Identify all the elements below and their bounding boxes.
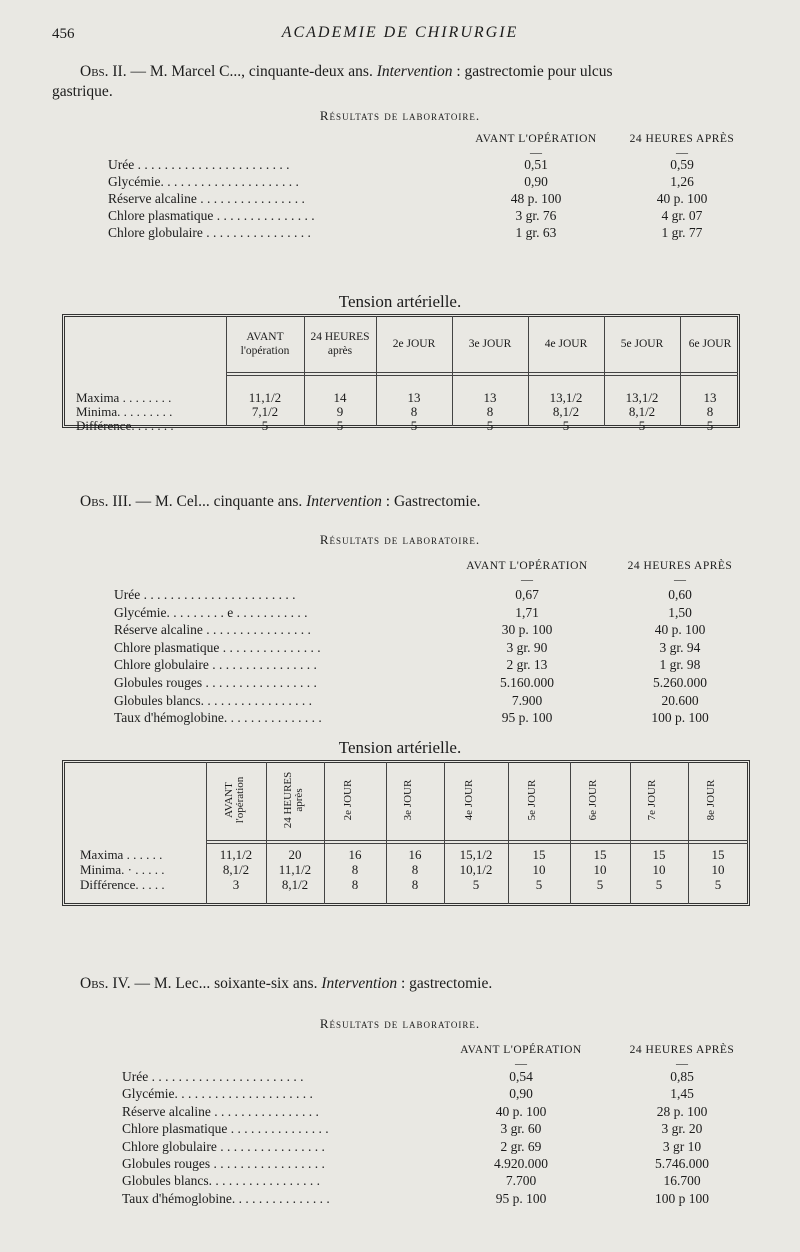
result-label: Chlore plasmatique . . . . . . . . . . . . . . . xyxy=(108,208,315,223)
tension-value: 15 xyxy=(711,847,725,862)
result-label: Globules blancs. . . . . . . . . . . . . . . . . xyxy=(114,692,312,708)
result-label: Urée . . . . . . . . . . . . . . . . . . . . . . . xyxy=(114,587,296,602)
result-label: Globules rouges . . . . . . . . . . . . . . . . . xyxy=(114,675,317,690)
tension-header: 4e JOUR xyxy=(463,779,475,821)
tension-value: 5 xyxy=(472,877,480,892)
result-label: Urée . . . . . . . . . . . . . . . . . . . . . . . xyxy=(122,1069,304,1084)
result-after: 20.600 xyxy=(661,692,699,708)
tension-header: 4e JOUR xyxy=(544,338,588,350)
obs2-intervention: : gastrectomie pour ulcus xyxy=(456,63,613,80)
obs4-patient: — M. Lec... soixante-six ans. xyxy=(134,975,318,992)
obs4-intervention: : gastrectomie. xyxy=(400,975,493,992)
tension-header: AVANT l'opération xyxy=(223,776,246,824)
tension-value: 13 xyxy=(703,390,717,405)
obs4-col-before: AVANT L'OPÉRATION xyxy=(460,1044,582,1056)
result-label: Glycémie. . . . . . . . . e . . . . . . . . . . . xyxy=(114,604,308,620)
page-number: 456 xyxy=(52,26,75,42)
tension-value: 16 xyxy=(348,847,362,862)
tension-value: 15 xyxy=(532,847,546,862)
tension-value: 10 xyxy=(711,862,725,877)
result-label: Taux d'hémoglobine. . . . . . . . . . . . . . . xyxy=(122,1190,330,1206)
tension-value: 3 xyxy=(232,877,240,892)
result-after: 1,26 xyxy=(670,174,694,189)
obs3-line1 xyxy=(80,492,480,512)
tension-value: 13 xyxy=(407,390,421,405)
tension-value: 15,1/2 xyxy=(459,847,493,862)
tension-value: 5 xyxy=(638,418,646,433)
tension-value: 20 xyxy=(288,847,302,862)
tension-value: 5 xyxy=(410,418,418,433)
result-after: 0,59 xyxy=(670,157,694,172)
tension-row-label: Différence. . . . . xyxy=(80,877,165,892)
tension-value: 8 xyxy=(411,862,419,877)
result-label: Chlore plasmatique . . . . . . . . . . . . . . . xyxy=(122,1121,329,1137)
obs3-label: Obs. III. xyxy=(80,493,132,510)
obs2-label: Obs. II. xyxy=(80,63,127,80)
result-label: Chlore plasmatique . . . . . . . . . . . . . . . xyxy=(114,639,321,655)
tension-header: 3e JOUR xyxy=(468,338,512,350)
tension-value: 5 xyxy=(596,877,604,892)
tension-value: 10 xyxy=(532,862,546,877)
tension-value: 5 xyxy=(261,418,269,433)
obs3-results-title: Résultats de laboratoire. xyxy=(319,532,481,547)
result-after: 1,50 xyxy=(668,604,692,620)
tension-value: 8 xyxy=(706,404,714,419)
header-divider xyxy=(226,375,738,376)
result-label: Taux d'hémoglobine. . . . . . . . . . . . . . . xyxy=(114,710,322,726)
result-after: 3 gr 10 xyxy=(662,1138,702,1154)
result-after: 5.260.000 xyxy=(653,675,707,690)
result-before: 7.900 xyxy=(511,692,543,708)
tension-value: 5 xyxy=(336,418,344,433)
result-after: 100 p 100 xyxy=(655,1190,709,1206)
obs2-line2: gastrique. xyxy=(52,83,113,100)
tension-value: 11,1/2 xyxy=(248,390,282,405)
obs2-col-after: 24 HEURES APRÈS xyxy=(629,133,735,145)
result-after: 100 p. 100 xyxy=(651,710,709,726)
result-before: 0,54 xyxy=(509,1069,533,1084)
tension-row-label: Minima. . . . . . . . . xyxy=(76,404,173,419)
result-after: 1 gr. 98 xyxy=(659,657,701,673)
tension-value: 5 xyxy=(706,418,714,433)
result-before: 95 p. 100 xyxy=(495,1190,547,1206)
header-divider xyxy=(206,840,748,841)
obs3-dash-before: — xyxy=(521,572,533,586)
result-before: 2 gr. 13 xyxy=(506,657,548,673)
result-label: Chlore globulaire . . . . . . . . . . . . . . . . xyxy=(114,657,317,673)
result-after: 1,45 xyxy=(670,1086,694,1102)
tension-value: 10 xyxy=(652,862,666,877)
tension-header: 6e JOUR xyxy=(587,779,599,821)
tension-value: 10,1/2 xyxy=(459,862,493,877)
tension-value: 11,1/2 xyxy=(278,862,312,877)
tension-value: 8 xyxy=(486,404,494,419)
result-after: 3 gr. 20 xyxy=(661,1121,703,1137)
tension-row-label: Minima. · . . . . . xyxy=(80,862,165,877)
obs2-dash-after: — xyxy=(676,145,688,159)
tension-header: 24 HEURES après xyxy=(310,331,370,357)
obs2-dash-before: — xyxy=(530,145,542,159)
tension-value: 8 xyxy=(351,877,359,892)
tension-value: 7,1/2 xyxy=(251,404,279,419)
result-before: 48 p. 100 xyxy=(510,191,562,206)
tension-value: 8,1/2 xyxy=(552,404,580,419)
tension-header: 6e JOUR xyxy=(688,338,732,350)
tension-value: 5 xyxy=(714,877,722,892)
result-label: Réserve alcaline . . . . . . . . . . . . . . . . xyxy=(122,1103,319,1119)
tension-value: 16 xyxy=(408,847,422,862)
result-before: 3 gr. 60 xyxy=(500,1121,542,1137)
result-label: Globules blancs. . . . . . . . . . . . . . . . . xyxy=(122,1173,320,1189)
tension-row-label: Maxima . . . . . . xyxy=(80,847,163,862)
obs2-tension-title: Tension artérielle. xyxy=(338,292,462,311)
result-before: 95 p. 100 xyxy=(501,710,553,726)
result-before: 1 gr. 63 xyxy=(515,225,557,240)
result-after: 40 p. 100 xyxy=(654,622,706,638)
obs3-dash-after: — xyxy=(674,572,686,586)
result-after: 0,85 xyxy=(670,1069,694,1084)
result-before: 0,67 xyxy=(515,587,539,602)
tension-row-label: Maxima . . . . . . . . xyxy=(76,390,172,405)
obs3-tension-title: Tension artérielle. xyxy=(338,738,462,757)
tension-value: 8 xyxy=(411,877,419,892)
result-before: 40 p. 100 xyxy=(495,1103,547,1119)
running-title: ACADEMIE DE CHIRURGIE xyxy=(281,24,519,41)
tension-header: 8e JOUR xyxy=(705,779,717,821)
tension-header: 5e JOUR xyxy=(526,779,538,821)
tension-value: 5 xyxy=(562,418,570,433)
tension-value: 10 xyxy=(593,862,607,877)
tension-header: 2e JOUR xyxy=(392,338,436,350)
obs3-patient: — M. Cel... cinquante ans. xyxy=(135,493,303,510)
result-after: 28 p. 100 xyxy=(656,1103,708,1119)
result-label: Globules rouges . . . . . . . . . . . . . . . . . xyxy=(122,1156,325,1171)
result-after: 1 gr. 77 xyxy=(661,225,703,240)
result-label: Chlore globulaire . . . . . . . . . . . . . . . . xyxy=(108,225,311,240)
result-after: 40 p. 100 xyxy=(656,191,708,206)
obs4-dash-after: — xyxy=(676,1056,688,1070)
result-before: 4.920.000 xyxy=(494,1156,548,1171)
obs4-dash-before: — xyxy=(515,1056,527,1070)
result-before: 2 gr. 69 xyxy=(500,1138,542,1154)
obs4-intervention-label: Intervention xyxy=(321,975,398,992)
header-divider xyxy=(226,372,738,373)
tension-header: 3e JOUR xyxy=(402,779,414,821)
tension-row-label: Différence. . . . . . . xyxy=(76,418,174,433)
result-after: 0,60 xyxy=(668,587,692,602)
tension-value: 5 xyxy=(535,877,543,892)
obs2-results-title: Résultats de laboratoire. xyxy=(319,108,481,123)
obs4-line1 xyxy=(80,974,492,994)
obs3-col-after: 24 HEURES APRÈS xyxy=(627,560,733,572)
tension-value: 8,1/2 xyxy=(222,862,250,877)
result-label: Réserve alcaline . . . . . . . . . . . . . . . . xyxy=(114,622,311,638)
tension-value: 15 xyxy=(652,847,666,862)
obs2-intervention-label: Intervention xyxy=(376,63,453,80)
obs4-col-after: 24 HEURES APRÈS xyxy=(629,1044,735,1056)
result-before: 0,90 xyxy=(509,1086,533,1102)
result-before: 3 gr. 76 xyxy=(515,208,557,223)
result-after: 5.746.000 xyxy=(655,1156,709,1171)
result-label: Glycémie. . . . . . . . . . . . . . . . . . . . . xyxy=(122,1086,313,1102)
result-before: 7.700 xyxy=(505,1173,537,1189)
tension-value: 8 xyxy=(351,862,359,877)
tension-value: 8,1/2 xyxy=(628,404,656,419)
tension-value: 5 xyxy=(486,418,494,433)
result-after: 3 gr. 94 xyxy=(659,639,701,655)
result-before: 1,71 xyxy=(515,604,539,620)
tension-value: 14 xyxy=(333,390,347,405)
result-before: 5.160.000 xyxy=(500,675,554,690)
result-before: 30 p. 100 xyxy=(501,622,553,638)
result-label: Urée . . . . . . . . . . . . . . . . . . . . . . . xyxy=(108,157,290,172)
tension-value: 9 xyxy=(336,404,344,419)
obs2-col-before: AVANT L'OPÉRATION xyxy=(475,133,597,145)
tension-value: 13 xyxy=(483,390,497,405)
tension-header: 5e JOUR xyxy=(620,338,664,350)
result-before: 0,51 xyxy=(524,157,548,172)
result-label: Chlore globulaire . . . . . . . . . . . . . . . . xyxy=(122,1138,325,1154)
obs3-intervention-label: Intervention xyxy=(306,493,382,510)
tension-value: 11,1/2 xyxy=(219,847,253,862)
obs3-intervention: : Gastrectomie. xyxy=(385,493,481,510)
obs4-label: Obs. IV. xyxy=(80,975,131,992)
tension-value: 5 xyxy=(655,877,663,892)
tension-value: 15 xyxy=(593,847,607,862)
result-before: 3 gr. 90 xyxy=(506,639,548,655)
tension-value: 13,1/2 xyxy=(549,390,583,405)
result-label: Réserve alcaline . . . . . . . . . . . . . . . . xyxy=(108,191,305,206)
obs4-results-title: Résultats de laboratoire. xyxy=(319,1016,481,1031)
obs3-col-before: AVANT L'OPÉRATION xyxy=(466,560,588,572)
result-label: Glycémie. . . . . . . . . . . . . . . . . . . . . xyxy=(108,174,299,189)
result-after: 16.700 xyxy=(663,1173,701,1189)
result-before: 0,90 xyxy=(524,174,548,189)
header-divider xyxy=(206,843,748,844)
obs2-line1 xyxy=(80,62,613,82)
tension-value: 13,1/2 xyxy=(625,390,659,405)
tension-header: 2e JOUR xyxy=(342,779,354,821)
obs2-patient: — M. Marcel C..., cinquante-deux ans. xyxy=(130,63,373,80)
tension-value: 8,1/2 xyxy=(281,877,309,892)
result-after: 4 gr. 07 xyxy=(661,208,703,223)
tension-header: 7e JOUR xyxy=(646,779,658,821)
tension-value: 8 xyxy=(410,404,418,419)
tension-header: 24 HEURES après xyxy=(282,771,305,829)
tension-header: AVANT l'opération xyxy=(240,331,290,357)
